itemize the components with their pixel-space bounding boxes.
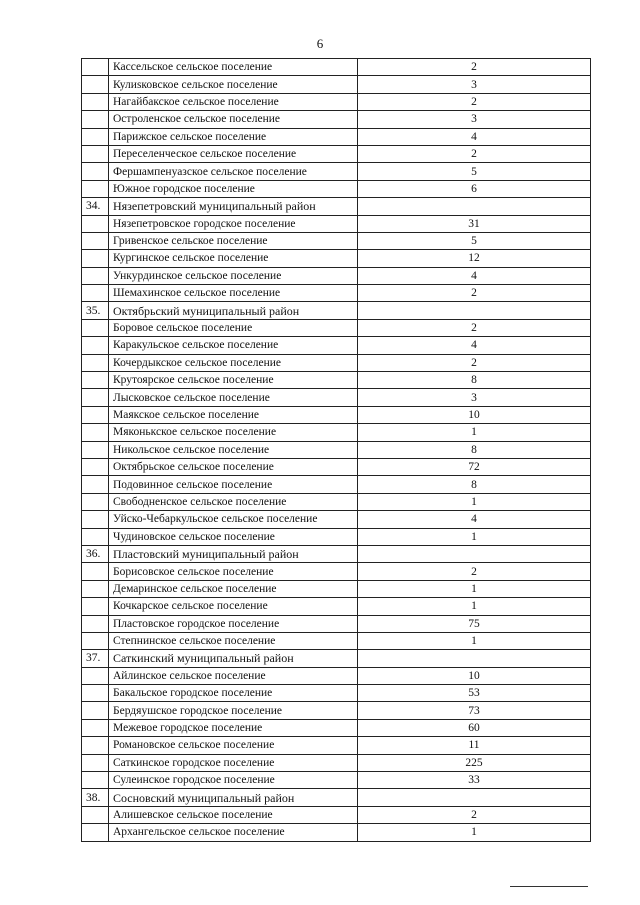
- settlement-count: 1: [358, 528, 591, 545]
- settlement-name: Мяконькское сельское поселение: [109, 424, 358, 441]
- district-name: Сосновский муниципальный район: [109, 789, 358, 806]
- settlement-row: [82, 215, 591, 232]
- settlement-name: Кургинское сельское поселение: [109, 250, 358, 267]
- settlement-row: [82, 180, 591, 197]
- row-number: 34.: [82, 198, 109, 215]
- settlement-count: 10: [358, 406, 591, 423]
- settlement-name: Нагайбакское сельское поселение: [109, 93, 358, 110]
- row-number: [82, 285, 109, 302]
- district-row: [82, 789, 591, 806]
- settlement-name: Сулеинское городское поселение: [109, 772, 358, 789]
- row-number: [82, 458, 109, 475]
- row-number: [82, 267, 109, 284]
- settlement-count: 12: [358, 250, 591, 267]
- row-number: [82, 406, 109, 423]
- settlement-row: [82, 267, 591, 284]
- settlement-count: 2: [358, 145, 591, 162]
- settlement-name: Алишевское сельское поселение: [109, 806, 358, 823]
- settlement-count: 2: [358, 354, 591, 371]
- row-number: [82, 476, 109, 493]
- settlement-row: [82, 719, 591, 736]
- row-number: [82, 563, 109, 580]
- settlement-row: [82, 337, 591, 354]
- settlement-name: Южное городское поселение: [109, 180, 358, 197]
- district-name: Октябрьский муниципальный район: [109, 302, 358, 319]
- settlement-count: 72: [358, 458, 591, 475]
- settlement-count: [358, 789, 591, 806]
- settlement-name: Борисовское сельское поселение: [109, 563, 358, 580]
- settlement-name: Нязепетровское городское поселение: [109, 215, 358, 232]
- row-number: [82, 372, 109, 389]
- row-number: [82, 250, 109, 267]
- settlement-name: Фершампенуазское сельское поселение: [109, 163, 358, 180]
- settlement-name: Крутоярское сельское поселение: [109, 372, 358, 389]
- settlement-count: 8: [358, 441, 591, 458]
- settlement-count: 5: [358, 163, 591, 180]
- settlement-count: 6: [358, 180, 591, 197]
- district-row: [82, 302, 591, 319]
- settlement-name: Свободненское сельское поселение: [109, 493, 358, 510]
- row-number: [82, 232, 109, 249]
- settlement-count: 11: [358, 737, 591, 754]
- settlement-row: [82, 250, 591, 267]
- settlement-row: [82, 145, 591, 162]
- row-number: [82, 615, 109, 632]
- settlement-row: [82, 458, 591, 475]
- row-number: [82, 215, 109, 232]
- row-number: [82, 354, 109, 371]
- settlement-name: Боровое сельское поселение: [109, 319, 358, 336]
- settlement-name: Саткинское городское поселение: [109, 754, 358, 771]
- settlement-name: Пластовское городское поселение: [109, 615, 358, 632]
- settlement-count: 4: [358, 267, 591, 284]
- settlement-name: Романовское сельское поселение: [109, 737, 358, 754]
- settlement-count: 2: [358, 285, 591, 302]
- district-name: Саткинский муниципальный район: [109, 650, 358, 667]
- settlement-row: [82, 772, 591, 789]
- settlement-row: [82, 632, 591, 649]
- row-number: 36.: [82, 545, 109, 562]
- row-number: 35.: [82, 302, 109, 319]
- row-number: [82, 772, 109, 789]
- row-number: [82, 598, 109, 615]
- settlement-count: 4: [358, 128, 591, 145]
- settlements-table: [81, 58, 591, 842]
- settlement-row: [82, 128, 591, 145]
- settlement-count: 1: [358, 632, 591, 649]
- settlement-name: Маякское сельское поселение: [109, 406, 358, 423]
- settlement-name: Бакальское городское поселение: [109, 685, 358, 702]
- row-number: [82, 632, 109, 649]
- settlement-row: [82, 424, 591, 441]
- settlement-name: Гривенское сельское поселение: [109, 232, 358, 249]
- settlement-name: Шемахинское сельское поселение: [109, 285, 358, 302]
- settlement-row: [82, 285, 591, 302]
- settlement-row: [82, 580, 591, 597]
- settlement-count: 4: [358, 337, 591, 354]
- settlement-row: [82, 824, 591, 841]
- settlement-count: 73: [358, 702, 591, 719]
- settlement-count: [358, 198, 591, 215]
- settlement-count: 1: [358, 598, 591, 615]
- settlement-count: 2: [358, 59, 591, 76]
- settlement-row: [82, 667, 591, 684]
- settlement-count: 3: [358, 111, 591, 128]
- settlement-name: Парижское сельское поселение: [109, 128, 358, 145]
- settlement-name: Межевое городское поселение: [109, 719, 358, 736]
- settlement-row: [82, 76, 591, 93]
- row-number: 37.: [82, 650, 109, 667]
- settlement-count: 2: [358, 563, 591, 580]
- settlement-name: Октябрьское сельское поселение: [109, 458, 358, 475]
- settlement-row: [82, 59, 591, 76]
- settlement-name: Кассельское сельское поселение: [109, 59, 358, 76]
- settlement-count: 5: [358, 232, 591, 249]
- settlement-name: Степнинское сельское поселение: [109, 632, 358, 649]
- settlement-row: [82, 319, 591, 336]
- settlement-row: [82, 806, 591, 823]
- settlements-table-body: [82, 59, 591, 842]
- settlement-row: [82, 232, 591, 249]
- settlement-row: [82, 354, 591, 371]
- settlement-row: [82, 389, 591, 406]
- settlement-name: Архангельское сельское поселение: [109, 824, 358, 841]
- district-name: Нязепетровский муниципальный район: [109, 198, 358, 215]
- row-number: [82, 511, 109, 528]
- row-number: [82, 389, 109, 406]
- row-number: [82, 128, 109, 145]
- footer-rule: [510, 886, 588, 887]
- row-number: [82, 806, 109, 823]
- settlement-name: Кочердыкское сельское поселение: [109, 354, 358, 371]
- settlement-count: [358, 302, 591, 319]
- settlement-count: 2: [358, 806, 591, 823]
- settlement-count: 1: [358, 424, 591, 441]
- settlement-count: 8: [358, 372, 591, 389]
- settlement-name: Каракульское сельское поселение: [109, 337, 358, 354]
- row-number: [82, 702, 109, 719]
- settlement-row: [82, 685, 591, 702]
- row-number: [82, 754, 109, 771]
- settlement-row: [82, 406, 591, 423]
- settlement-row: [82, 163, 591, 180]
- row-number: [82, 719, 109, 736]
- settlement-count: 1: [358, 580, 591, 597]
- settlement-row: [82, 476, 591, 493]
- settlement-count: 2: [358, 319, 591, 336]
- settlement-name: Остроленское сельское поселение: [109, 111, 358, 128]
- settlement-row: [82, 754, 591, 771]
- row-number: [82, 424, 109, 441]
- settlement-count: 3: [358, 76, 591, 93]
- district-row: [82, 545, 591, 562]
- row-number: [82, 441, 109, 458]
- settlement-count: [358, 650, 591, 667]
- settlement-count: 2: [358, 93, 591, 110]
- settlement-name: Ункурдинское сельское поселение: [109, 267, 358, 284]
- settlement-name: Бердяушское городское поселение: [109, 702, 358, 719]
- row-number: [82, 163, 109, 180]
- row-number: [82, 93, 109, 110]
- settlement-row: [82, 93, 591, 110]
- row-number: [82, 493, 109, 510]
- row-number: [82, 337, 109, 354]
- row-number: 38.: [82, 789, 109, 806]
- settlement-row: [82, 702, 591, 719]
- settlement-count: [358, 545, 591, 562]
- district-row: [82, 198, 591, 215]
- settlement-row: [82, 598, 591, 615]
- settlement-name: Никольское сельское поселение: [109, 441, 358, 458]
- settlement-name: Кочкарское сельское поселение: [109, 598, 358, 615]
- row-number: [82, 180, 109, 197]
- settlement-name: Чудиновское сельское поселение: [109, 528, 358, 545]
- settlement-count: 225: [358, 754, 591, 771]
- settlement-row: [82, 493, 591, 510]
- row-number: [82, 76, 109, 93]
- row-number: [82, 685, 109, 702]
- settlement-row: [82, 737, 591, 754]
- row-number: [82, 528, 109, 545]
- row-number: [82, 667, 109, 684]
- settlement-row: [82, 441, 591, 458]
- settlement-name: Подовинное сельское поселение: [109, 476, 358, 493]
- settlement-count: 53: [358, 685, 591, 702]
- row-number: [82, 145, 109, 162]
- settlement-row: [82, 563, 591, 580]
- page-number: 6: [316, 36, 324, 51]
- settlement-count: 10: [358, 667, 591, 684]
- row-number: [82, 319, 109, 336]
- settlement-count: 60: [358, 719, 591, 736]
- settlement-count: 33: [358, 772, 591, 789]
- settlement-name: Демаринское сельское поселение: [109, 580, 358, 597]
- row-number: [82, 59, 109, 76]
- settlement-name: Айлинское сельское поселение: [109, 667, 358, 684]
- settlement-count: 8: [358, 476, 591, 493]
- settlement-count: 3: [358, 389, 591, 406]
- settlement-row: [82, 372, 591, 389]
- row-number: [82, 824, 109, 841]
- settlement-row: [82, 511, 591, 528]
- row-number: [82, 737, 109, 754]
- settlement-name: Уйско-Чебаркульское сельское поселение: [109, 511, 358, 528]
- settlement-count: 75: [358, 615, 591, 632]
- settlement-name: Лысковское сельское поселение: [109, 389, 358, 406]
- settlement-count: 31: [358, 215, 591, 232]
- settlement-name: Переселенческое сельское поселение: [109, 145, 358, 162]
- settlement-count: 4: [358, 511, 591, 528]
- settlement-count: 1: [358, 493, 591, 510]
- settlement-name: Кулиsковское сельское поселение: [109, 76, 358, 93]
- settlement-row: [82, 615, 591, 632]
- settlement-row: [82, 111, 591, 128]
- row-number: [82, 580, 109, 597]
- row-number: [82, 111, 109, 128]
- settlement-row: [82, 528, 591, 545]
- district-name: Пластовский муниципальный район: [109, 545, 358, 562]
- settlement-count: 1: [358, 824, 591, 841]
- district-row: [82, 650, 591, 667]
